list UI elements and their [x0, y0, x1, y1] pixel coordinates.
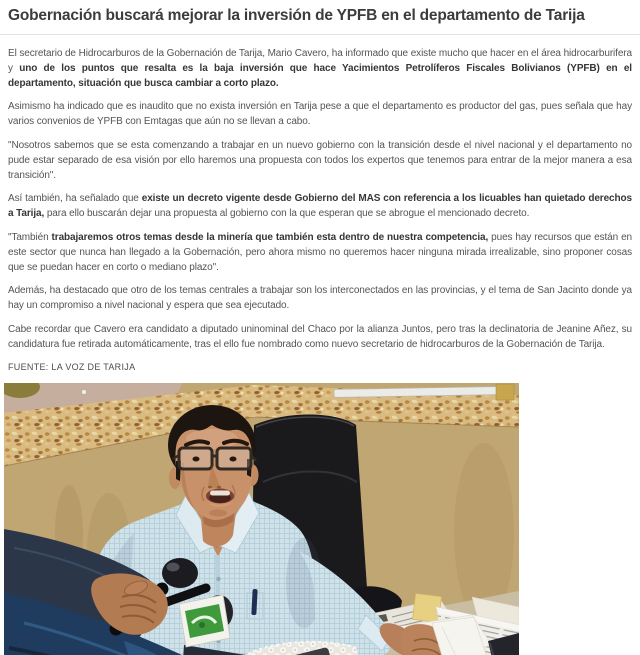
mic-flag: [179, 595, 230, 647]
text-run: pues hay recursos que están en este sector que nunca han llegado a la Gobernación, pero ahora mismo no queremos hacer ninguna mirada irrealizable, sino proponer cosas que se puedan hacer en corto o mediano plazo".: [8, 231, 632, 273]
paragraph: [8, 139, 632, 183]
mic-foam-head: [162, 558, 198, 588]
article-headline: Gobernación buscará mejorar la inversión de YPFB en el departamento de Tarija: [8, 7, 585, 24]
text-run-bold: trabajaremos otros temas desde la minería que también esta dentro de nuestra competencia,: [51, 231, 489, 243]
text-run: Cabe recordar que Cavero era candidato a diputado uninominal del Chaco por la alianza Juntos, pero tras la declinatoria de Jeanine Añez, su candidatura fue retirada automáticamente, tras el ello fue nombrado como nuevo secretario de hidrocarburos de la Gobernación de Tarija.: [8, 323, 632, 350]
paragraph: [8, 323, 632, 353]
text-run-bold: uno de los puntos que resalta es la baja inversión que hace Yacimientos Petrolíferos Fiscales Bolivianos (YPFB) en el departamento, situación que busca cambiar a corto plazo.: [8, 62, 632, 89]
paragraph: [8, 192, 632, 222]
source-line: FUENTE: LA VOZ DE TARIJA: [8, 361, 136, 372]
text-run: para ello buscarán dejar una propuesta al gobierno con la que esperan que se abrogue el mencionado decreto.: [44, 208, 530, 220]
photo-scene: [4, 383, 519, 655]
text-run-bold: existe un decreto vigente desde Gobierno del MAS con referencia a los licuables han quietado derechos a Tarija,: [8, 193, 632, 220]
text-run: Además, ha destacado que otro de los temas centrales a trabajar son los interconectados en las provincias, y el tema de San Jacinto donde ya hay un compromiso a nivel nacional y espera que sea ejecutado.: [8, 285, 632, 312]
text-run: "Nosotros sabemos que se esta comenzando a trabajar en un nuevo gobierno con la transición desde el nivel nacional y el departamento no pude estar separado de esa visión por ello haremos una propuesta con todos los expertos que tenemos para entrar de la mejor manera a esa transición".: [8, 139, 632, 181]
headline-divider: [0, 34, 640, 35]
paragraph: [8, 47, 632, 91]
text-run: "También: [8, 231, 52, 243]
paragraph: [8, 100, 632, 130]
text-run: El secretario de Hidrocarburos de la Gobernación de Tarija, Mario Cavero, ha informado que existe mucho que hacer en el área hidrocarburifera y: [8, 48, 632, 74]
paragraph: [8, 284, 632, 314]
text-run: Así también, ha señalado que: [8, 193, 142, 205]
article-photo: [4, 383, 519, 655]
article-body: [8, 47, 632, 353]
paragraph: [8, 231, 632, 275]
text-run: Asimismo ha indicado que es inaudito que no exista inversión en Tarija pese a que el departamento es productor del gas, pues señala que hay varios convenios de YPFB con Emtagas que aún no se llevan a cabo.: [8, 101, 632, 128]
